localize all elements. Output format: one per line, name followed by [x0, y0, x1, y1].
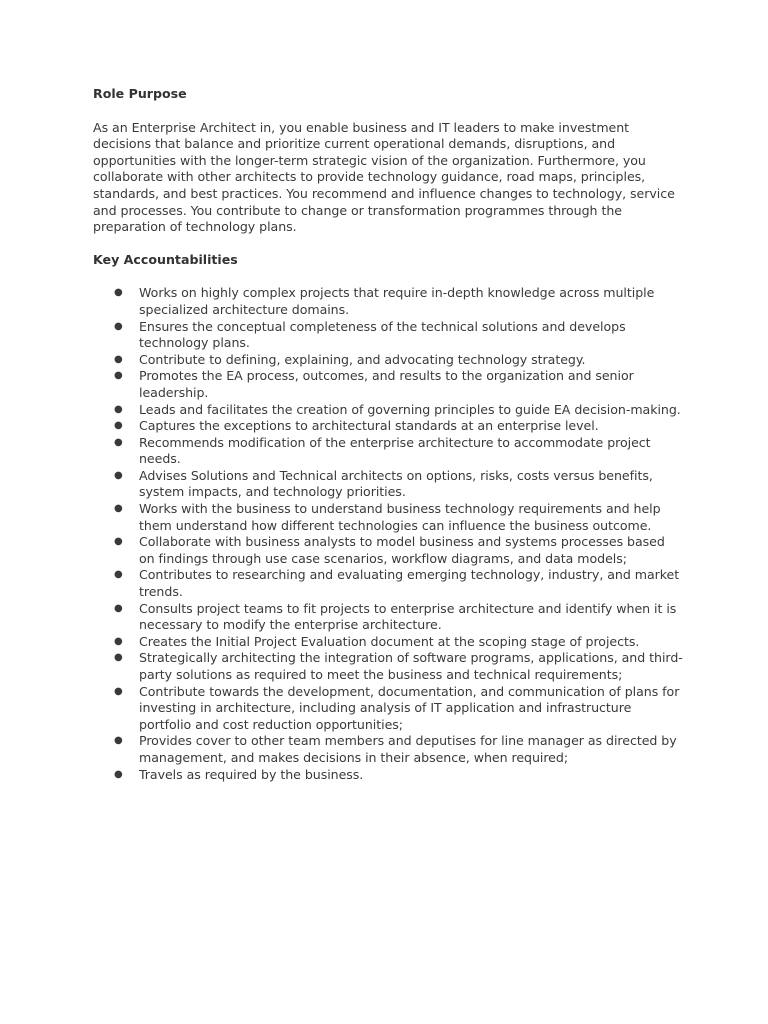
list-item-text: Strategically architecting the integration of software programs, applications, and third-party solutions as required to meet the business and technical requirements;	[139, 650, 683, 682]
bullet-icon: ●	[114, 287, 123, 299]
list-item	[93, 601, 683, 634]
bullet-icon: ●	[114, 685, 123, 697]
list-item	[93, 468, 683, 501]
list-item-text: Contribute to defining, explaining, and advocating technology strategy.	[139, 351, 586, 367]
list-item-text: Contribute towards the development, documentation, and communication of plans for investing in architecture, including analysis of IT application and infrastructure portfolio and cost reduction opportunities;	[139, 683, 680, 732]
list-item-text: Consults project teams to fit projects to enterprise architecture and identify when it is necessary to modify the enterprise architecture.	[139, 600, 677, 633]
list-item	[93, 501, 683, 534]
role-purpose-heading: Role Purpose	[93, 86, 187, 101]
list-item-text: Contributes to researching and evaluating emerging technology, industry, and market trends.	[139, 567, 680, 600]
list-item-text: Collaborate with business analysts to model business and systems processes based on findings through use case scenarios, workflow diagrams, and data models;	[139, 534, 665, 566]
bullet-icon: ●	[114, 503, 123, 515]
list-item	[93, 352, 683, 369]
list-item-text: Advises Solutions and Technical architects on options, risks, costs versus benefits, system impacts, and technology priorities.	[139, 467, 653, 500]
bullet-icon: ●	[114, 536, 123, 548]
list-item	[93, 418, 683, 435]
list-item-text: Works with the business to understand business technology requirements and help them understand how different technologies can influence the business outcome.	[139, 501, 661, 533]
list-item	[93, 319, 683, 352]
list-item-text: Travels as required by the business.	[139, 766, 364, 782]
key-accountabilities-heading: Key Accountabilities	[93, 251, 238, 267]
bullet-icon: ●	[114, 469, 123, 481]
bullet-icon: ●	[114, 370, 123, 382]
bullet-icon: ●	[114, 353, 123, 365]
bullet-icon: ●	[114, 652, 123, 664]
list-item-text: Ensures the conceptual completeness of the technical solutions and develops technology plans.	[139, 318, 626, 351]
list-item	[93, 402, 683, 419]
document-page	[93, 86, 683, 783]
bullet-icon: ●	[114, 635, 123, 647]
list-item	[93, 435, 683, 468]
accountabilities-list	[93, 285, 683, 783]
bullet-icon: ●	[114, 320, 123, 332]
list-item-text: Creates the Initial Project Evaluation document at the scoping stage of projects.	[139, 633, 640, 649]
list-item	[93, 684, 683, 734]
bullet-icon: ●	[114, 768, 123, 780]
bullet-icon: ●	[114, 436, 123, 448]
list-item	[93, 567, 683, 600]
role-purpose-paragraph: As an Enterprise Architect in, you enable business and IT leaders to make investment decisions that balance and prioritize current operational demands, disruptions, and opportunities with the longer-term strategic vision of the organization. Furthermore, you collaborate with other architects to provide technology guidance, road maps, principles, standards, and best practices. You recommend and influence changes to technology, service and processes. You contribute to change or transformation programmes through the preparation of technology plans.	[93, 119, 675, 235]
list-item	[93, 733, 683, 766]
list-item-text: Captures the exceptions to architectural standards at an enterprise level.	[139, 418, 599, 434]
bullet-icon: ●	[114, 569, 123, 581]
bullet-icon: ●	[114, 403, 123, 415]
list-item	[93, 534, 683, 567]
list-item-text: Recommends modification of the enterprise architecture to accommodate project needs.	[139, 434, 651, 467]
list-item	[93, 634, 683, 651]
bullet-icon: ●	[114, 420, 123, 432]
list-item-text: Works on highly complex projects that require in-depth knowledge across multiple specialized architecture domains.	[139, 285, 655, 317]
list-item	[93, 285, 683, 318]
list-item-text: Leads and facilitates the creation of governing principles to guide EA decision-making.	[139, 401, 681, 417]
list-item	[93, 767, 683, 784]
bullet-icon: ●	[114, 735, 123, 747]
list-item-text: Promotes the EA process, outcomes, and results to the organization and senior leadership.	[139, 368, 634, 400]
bullet-icon: ●	[114, 602, 123, 614]
list-item-text: Provides cover to other team members and deputises for line manager as directed by management, and makes decisions in their absence, when required;	[139, 733, 677, 765]
list-item	[93, 368, 683, 401]
list-item	[93, 650, 683, 683]
